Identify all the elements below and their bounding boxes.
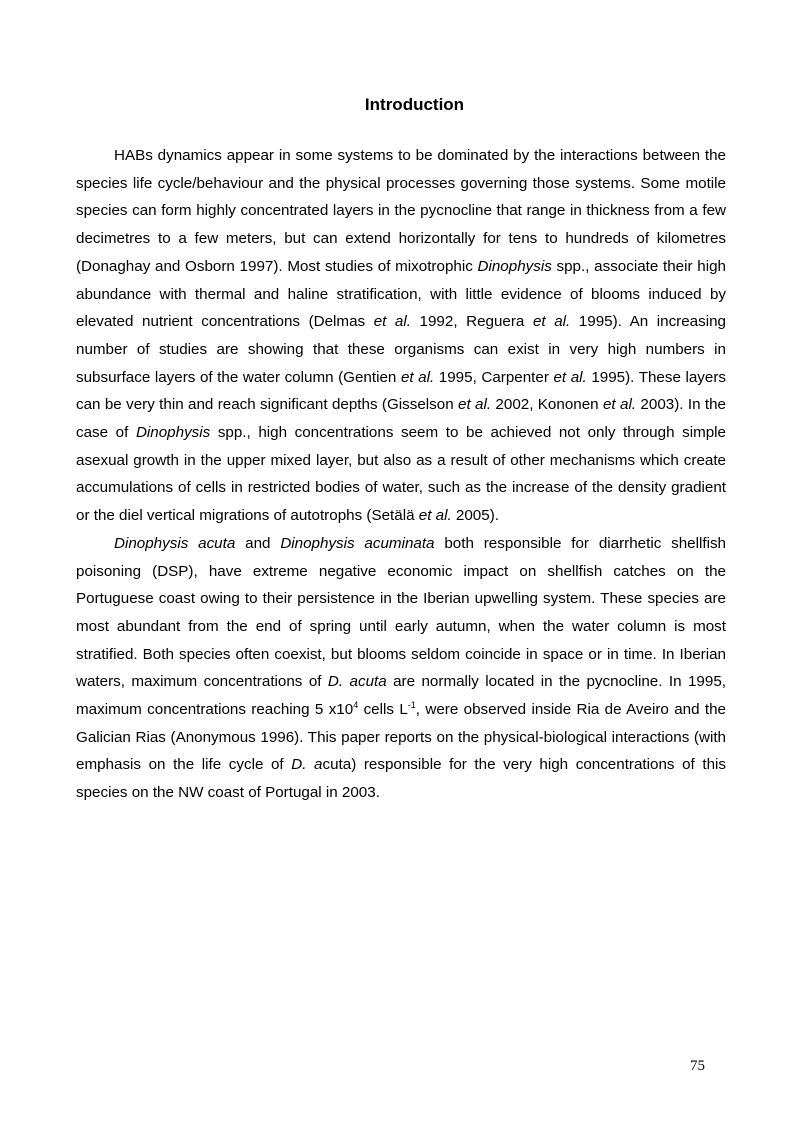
italic-run: et al. [532, 313, 571, 331]
text-run: both responsible for diarrhetic shellfish poisoning (DSP), have extreme negative economic impact on shellfish catches on the Portuguese coast owing to their persistence in the Iberian upwelling system. These species are most abundant from the end of spring until early autumn, when the water column is most stratified. Both species often coexist, but blooms seldom coincide in space or in time. In Iberian waters, maximum concentrations of [76, 534, 727, 691]
italic-run: Dinophysis acuminata [280, 534, 435, 552]
text-run: HABs dynamics appear in some systems to be dominated by the interactions between the species life cycle/behaviour and the physical processes governing those systems. Some motile species can form highly concentrated layers in the pycnocline that range in thickness from a few decimetres to a few meters, but can extend horizontally for tens to hundreds of kilometres (Donaghay and Osborn 1997). Most studies of mixotrophic [76, 147, 726, 275]
italic-run: Dinophysis acuta [114, 534, 236, 552]
text-run: 2005). [451, 507, 499, 525]
italic-run: D. a [291, 756, 323, 774]
text-run: cells L [358, 701, 408, 719]
italic-run: et al. [602, 396, 637, 414]
text-run: 1992, Reguera [410, 313, 533, 331]
italic-run: et al. [418, 507, 452, 525]
text-run: cuta) responsible for the very high concentrations of this species on the NW coast of Portugal in 2003. [76, 756, 726, 802]
text-run: 2002, Kononen [491, 396, 603, 414]
text-run: and [235, 534, 281, 552]
superscript: 4 [353, 700, 359, 711]
text-run: spp., associate their high abundance with thermal and haline stratification, with little evidence of blooms induced by elevated nutrient concentrations (Delmas [76, 257, 726, 331]
page-number: 75 [690, 1058, 705, 1074]
text-run: spp., high concentrations seem to be achieved not only through simple asexual growth in the upper mixed layer, but also as a result of other mechanisms which create accumulations of cells in restricted bodies of water, such as the increase of the density gradient or the diel vertical migrations of autotrophs (Setälä [76, 424, 727, 525]
paragraph-2 [76, 530, 726, 807]
body-text [76, 142, 726, 807]
italic-run: Dinophysis [477, 257, 552, 275]
italic-run: et al. [400, 368, 435, 386]
text-run: 1995, Carpenter [434, 368, 554, 386]
italic-run: et al. [373, 313, 411, 331]
italic-run: Dinophysis [135, 424, 211, 442]
italic-run: et al. [553, 368, 587, 386]
text-run: , were observed inside Ria de Aveiro and the Galician Rias (Anonymous 1996). This paper reports on the physical-biological interactions (with emphasis on the life cycle of [76, 701, 727, 774]
text-run: are normally located in the pycnocline. In 1995, maximum concentrations reaching 5 x10 [76, 673, 726, 719]
text-run: 2003). In the case of [76, 396, 726, 442]
italic-run: D. acuta [327, 673, 387, 691]
text-run: 1995). An increasing number of studies are showing that these organisms can exist in very high numbers in subsurface layers of the water column (Gentien [76, 313, 726, 386]
italic-run: et al. [458, 396, 492, 414]
section-title: Introduction [364, 95, 465, 114]
text-run: 1995). These layers can be very thin and reach significant depths (Gisselson [76, 368, 726, 414]
paragraph-1 [76, 142, 726, 530]
superscript: -1 [407, 700, 416, 711]
